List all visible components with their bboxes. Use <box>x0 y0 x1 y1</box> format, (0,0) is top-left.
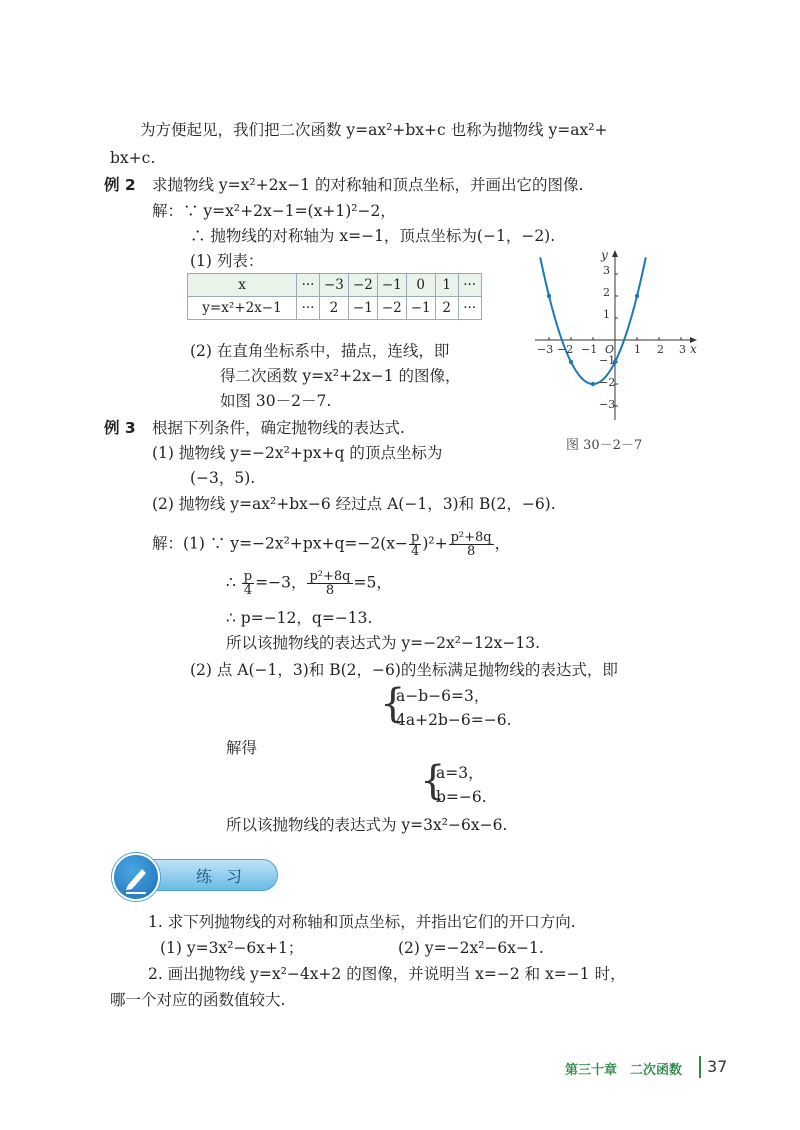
x-tick-label: −3 <box>537 343 554 356</box>
system-2-eq-2: b=−6. <box>436 788 487 806</box>
x-axis-label: x <box>690 342 697 356</box>
y-axis-arrow-icon <box>612 250 618 257</box>
equation-part: =−3， <box>255 573 307 592</box>
solution-3-part-2: (2) 点 A(−1，3)和 B(2，−6)的坐标满足抛物线的表达式，即 <box>190 661 618 679</box>
table-row <box>188 297 482 320</box>
exercise-1-b: (2) y=−2x²−6x−1. <box>398 939 544 957</box>
y-tick-label: −3 <box>599 398 616 411</box>
condition-1-cont: (−3，5). <box>190 469 256 487</box>
pencil-icon <box>112 853 160 901</box>
table-cell: 2 <box>320 297 349 320</box>
table-cell: ··· <box>458 274 481 297</box>
x-tick-label: 3 <box>679 343 686 356</box>
system-brace-2: { <box>420 758 446 804</box>
origin-label: O <box>605 343 615 356</box>
table-cell: ··· <box>297 274 320 297</box>
y-tick-labels <box>599 264 615 411</box>
plot-point <box>591 382 595 386</box>
exercise-1-a: (1) y=3x²−6x+1； <box>160 939 304 957</box>
table-cell: −1 <box>406 297 435 320</box>
table-cell: −1 <box>377 274 406 297</box>
x-tick-label: −2 <box>557 343 574 356</box>
intro-line-1: 为方便起见，我们把二次函数 y=ax²+bx+c 也称为抛物线 y=ax²+ <box>140 121 608 139</box>
condition-1: (1) 抛物线 y=−2x²+px+q 的顶点坐标为 <box>152 444 443 462</box>
plot-point <box>569 360 573 364</box>
table-cell: ··· <box>458 297 481 320</box>
exercise-label: 练习 <box>196 867 257 886</box>
solution-3-line-1-start: 解：(1) ∵ y=−2x²+px+q=−2(x− <box>152 534 409 553</box>
solution-3-line-3: ∴ p=−12，q=−13. <box>226 609 373 627</box>
table-cell: 0 <box>406 274 435 297</box>
solution-step-1: (1) 列表： <box>190 252 264 270</box>
intro-line-2: bx+c. <box>110 149 156 167</box>
y-tick-label: −1 <box>599 354 616 367</box>
solution-3-line-1-mid: )²+ <box>422 534 448 553</box>
fraction-p2-8q-over-8 <box>449 531 494 558</box>
table-cell: −3 <box>320 274 349 297</box>
example-2-text: 求抛物线 y=x²+2x−1 的对称轴和顶点坐标，并画出它的图像. <box>152 176 584 194</box>
parabola-curve <box>540 257 646 384</box>
y-axis-label: y <box>601 248 608 262</box>
y-tick-label: 3 <box>603 264 610 277</box>
y-tick-label: −2 <box>599 376 616 389</box>
condition-2: (2) 抛物线 y=ax²+bx−6 经过点 A(−1，3)和 B(2，−6). <box>152 495 556 513</box>
table-row <box>188 274 482 297</box>
exercise-banner <box>112 853 276 897</box>
solution-3-line-2 <box>226 570 392 597</box>
y-tick-label: 1 <box>603 308 610 321</box>
exercise-2: 2. 画出抛物线 y=x²−4x+2 的图像，并说明当 x=−2 和 x=−1 时， <box>148 965 626 983</box>
solution-3-result-1: 所以该抛物线的表达式为 y=−2x²−12x−13. <box>226 634 541 652</box>
x-tick-label: 1 <box>634 343 641 356</box>
value-table <box>187 273 482 320</box>
table-header-y: y=x²+2x−1 <box>188 297 297 320</box>
example-3-text: 根据下列条件，确定抛物线的表达式. <box>152 419 405 437</box>
fraction-denominator: 4 <box>411 544 420 559</box>
fraction-p2-8q-over-8 <box>307 570 352 597</box>
page-number: 37 <box>707 1057 728 1076</box>
fraction-numerator: p <box>411 530 420 545</box>
fraction-numerator: p²+8q <box>309 569 351 584</box>
example-3-label: 例 3 <box>104 419 136 437</box>
fraction-numerator: p <box>243 569 253 584</box>
table-cell: 2 <box>435 297 458 320</box>
chapter-title: 第三十章 二次函数 <box>565 1063 683 1078</box>
system-brace-1: { <box>380 681 406 727</box>
plot-point <box>635 294 639 298</box>
example-2-label: 例 2 <box>104 176 136 194</box>
solution-3-result-2: 所以该抛物线的表达式为 y=3x²−6x−6. <box>226 816 508 834</box>
figure-caption: 图 30－2－7 <box>566 438 643 453</box>
solve-text: 解得 <box>226 739 258 757</box>
table-cell: 1 <box>435 274 458 297</box>
table-cell: ··· <box>297 297 320 320</box>
fraction-denominator: 4 <box>243 583 253 598</box>
y-tick-label: 2 <box>603 286 610 299</box>
system-1-eq-2: 4a+2b−6=−6. <box>396 711 512 729</box>
fraction-p-over-4 <box>242 570 254 597</box>
parabola-graph <box>525 245 705 425</box>
figure-reference: 如图 30－2－7. <box>220 392 332 410</box>
solution-3-line-1 <box>152 531 510 558</box>
x-tick-label: 2 <box>657 343 664 356</box>
exercise-2-cont: 哪一个对应的函数值较大. <box>110 991 286 1009</box>
solution-line-1: 解：∵ y=x²+2x−1=(x+1)²−2， <box>152 202 396 220</box>
table-cell: −2 <box>377 297 406 320</box>
table-cell: −2 <box>348 274 377 297</box>
system-2-eq-1: a=3， <box>436 764 484 782</box>
solution-step-2: (2) 在直角坐标系中，描点，连线，即 <box>190 342 450 360</box>
x-tick-label: −1 <box>581 343 598 356</box>
fraction-p-over-4 <box>409 531 421 558</box>
fraction-denominator: 8 <box>466 544 476 559</box>
equation-part: =5， <box>353 573 392 592</box>
therefore-sign: ∴ <box>226 573 241 592</box>
footer-divider <box>699 1056 701 1078</box>
plot-point <box>547 294 551 298</box>
fraction-denominator: 8 <box>325 583 335 598</box>
fraction-numerator: p²+8q <box>450 530 492 545</box>
solution-3-line-1-end: ， <box>494 534 511 553</box>
solution-line-2: ∴ 抛物线的对称轴为 x=−1，顶点坐标为(−1，−2). <box>190 227 556 245</box>
exercise-1: 1. 求下列抛物线的对称轴和顶点坐标，并指出它们的开口方向. <box>148 913 576 931</box>
table-header-x: x <box>188 274 297 297</box>
solution-step-2-cont: 得二次函数 y=x²+2x−1 的图像， <box>220 367 461 385</box>
table-cell: −1 <box>348 297 377 320</box>
system-1-eq-1: a−b−6=3， <box>396 687 490 705</box>
